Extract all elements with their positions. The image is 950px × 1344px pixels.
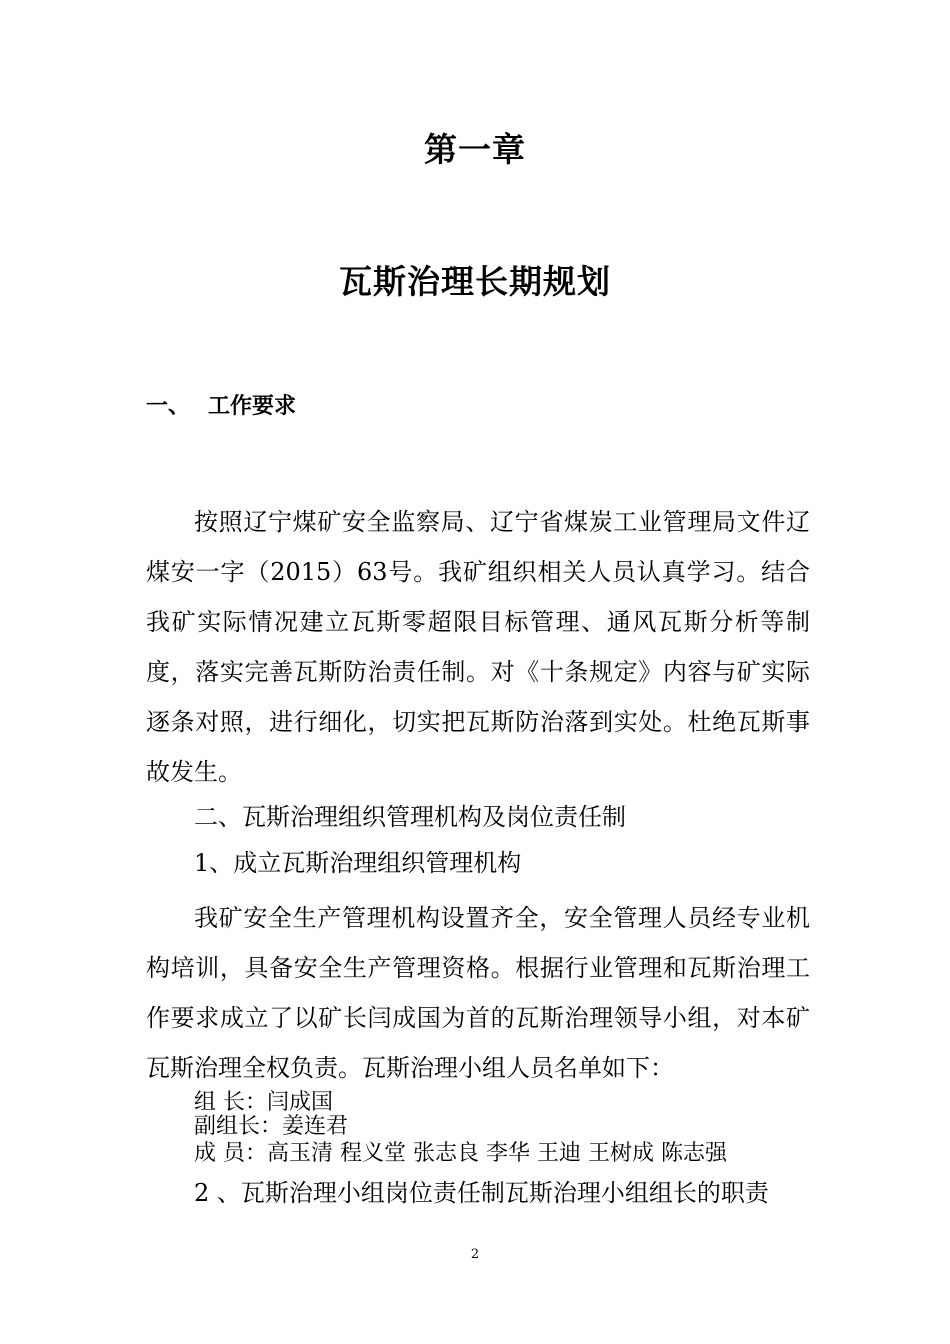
paragraph-work-requirements: 按照辽宁煤矿安全监察局、辽宁省煤炭工业管理局文件辽煤安一字（2015）63号。我矿组织相关人员认真学习。结合我矿实际情况建立瓦斯零超限目标管理、通风瓦斯分析等制度，落实完善瓦斯防治责任制。对《十条规定》内容与矿实际逐条对照，进行细化，切实把瓦斯防治落到实处。杜绝瓦斯事故发生。: [146, 508, 810, 786]
section-label: 工作要求: [208, 394, 297, 419]
member-deputy: 副组长：姜连君: [194, 1114, 349, 1139]
subsection-heading-establish-organization: 1、成立瓦斯治理组织管理机构: [194, 849, 522, 877]
page-number: 2: [470, 1247, 480, 1262]
chapter-title: 第一章: [424, 130, 526, 169]
paragraph-organization: 我矿安全生产管理机构设置齐全，安全管理人员经专业机构培训，具备安全生产管理资格。根据行业管理和瓦斯治理工作要求成立了以矿长闫成国为首的瓦斯治理领导小组，对本矿瓦斯治理全权负责。瓦斯治理小组人员名单如下：: [146, 904, 810, 1082]
subsection-heading-responsibilities: 2 、瓦斯治理小组岗位责任制瓦斯治理小组组长的职责: [194, 1179, 769, 1207]
member-staff: 成 员：高玉清 程义堂 张志良 李华 王迪 王树成 陈志强: [194, 1141, 727, 1166]
member-leader: 组 长：闫成国: [194, 1090, 333, 1115]
section-number: 一、: [146, 394, 191, 419]
section-heading-work-requirements: [146, 392, 296, 422]
document-title: 瓦斯治理长期规划: [339, 262, 611, 301]
section-heading-organization: 二、瓦斯治理组织管理机构及岗位责任制: [194, 803, 626, 831]
